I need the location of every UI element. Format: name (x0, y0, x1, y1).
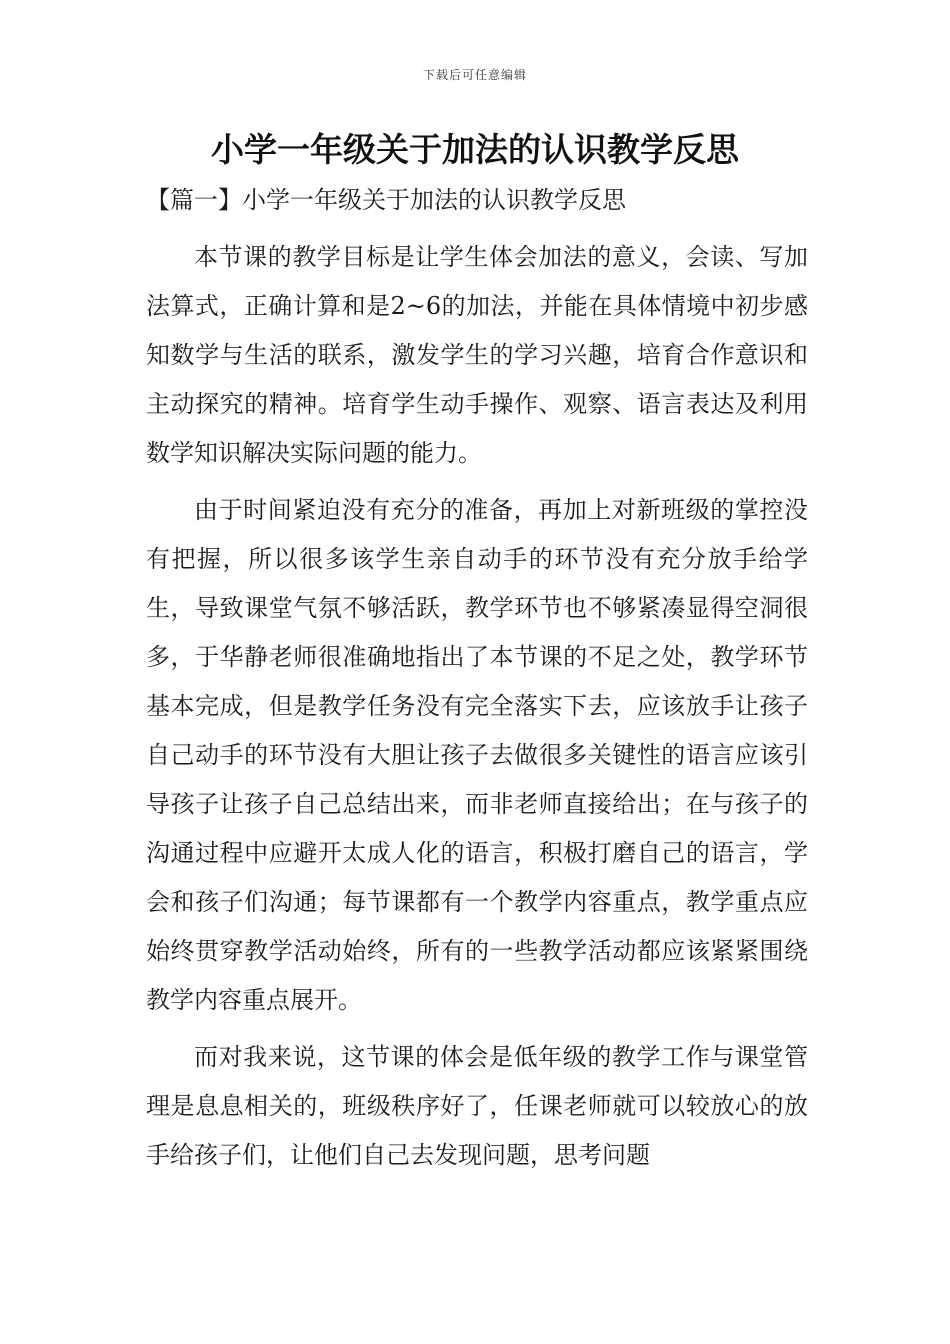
document-body (146, 233, 808, 1188)
section-heading: 【篇一】小学一年级关于加法的认识教学反思 (146, 186, 626, 214)
document-title: 小学一年级关于加法的认识教学反思 (211, 130, 739, 169)
paragraph-3: 而对我来说，这节课的体会是低年级的教学工作与课堂管理是息息相关的，班级秩序好了，任课老师就可以较放心的放手给孩子们，让他们自己去发现问题，思考问题 (146, 1043, 808, 1169)
paragraph-1: 本节课的教学目标是让学生体会加法的意义，会读、写加法算式，正确计算和是2~6的加法，并能在具体情境中初步感知数学与生活的联系，激发学生的学习兴趣，培育合作意识和主动探究的精神。培育学生动手操作、观察、语言表达及利用数学知识解决实际问题的能力。 (146, 243, 808, 467)
header-note: 下载后可任意编辑 (422, 68, 527, 82)
paragraph-2: 由于时间紧迫没有充分的准备，再加上对新班级的掌控没有把握，所以很多该学生亲自动手的环节没有充分放手给学生，导致课堂气氛不够活跃，教学环节也不够紧凑显得空洞很多，于华静老师很准确地指出了本节课的不足之处，教学环节基本完成，但是教学任务没有完全落实下去，应该放手让孩子自己动手的环节没有大胆让孩子去做很多关键性的语言应该引导孩子让孩子自己总结出来，而非老师直接给出；在与孩子的沟通过程中应避开太成人化的语言，积极打磨自己的语言，学会和孩子们沟通；每节课都有一个教学内容重点，教学重点应始终贯穿教学活动始终，所有的一些教学活动都应该紧紧围绕教学内容重点展开。 (146, 496, 808, 1014)
